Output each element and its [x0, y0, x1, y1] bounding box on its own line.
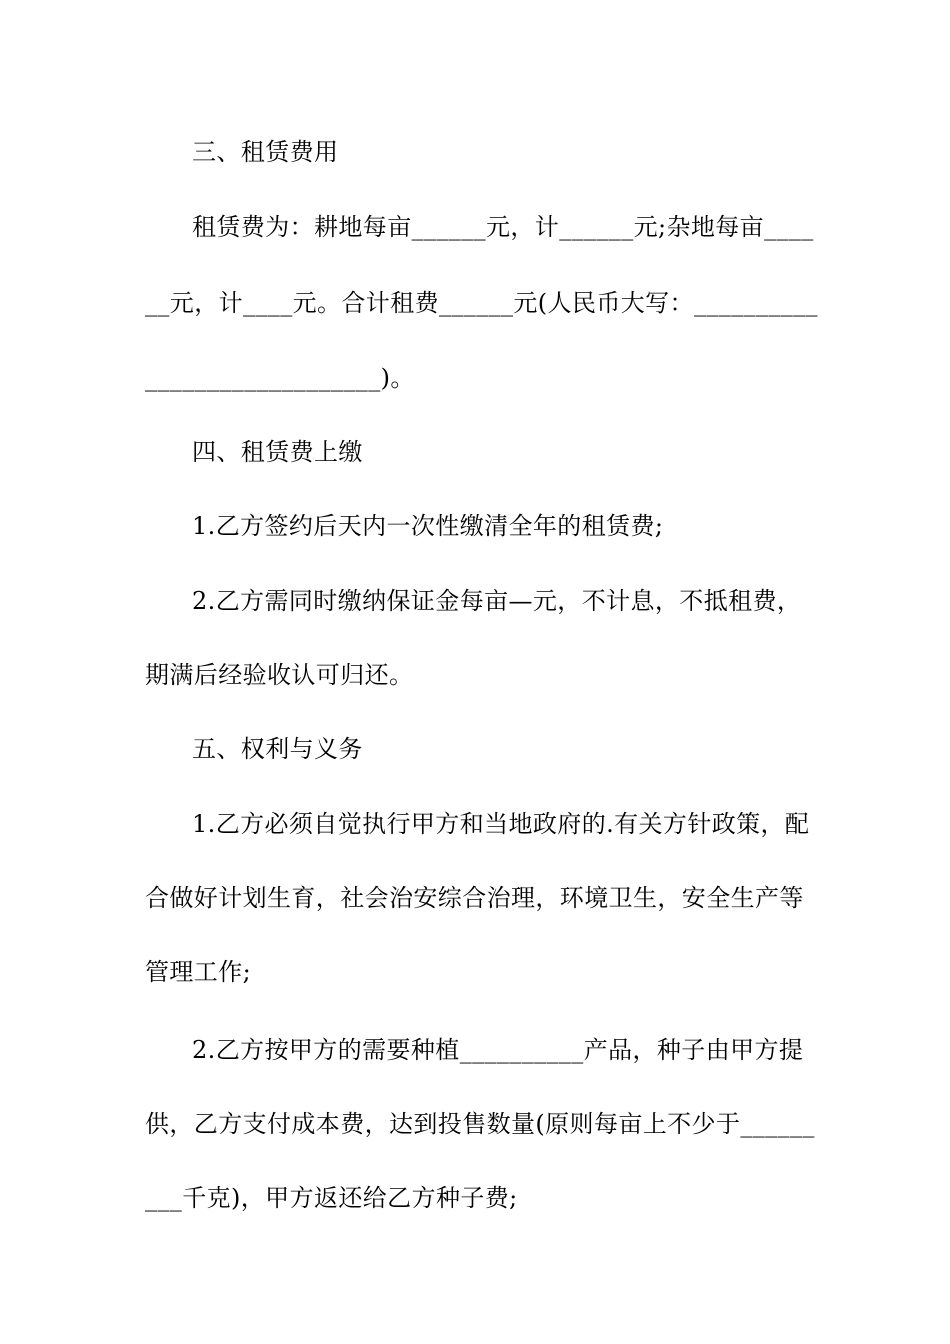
paragraph-line: ___千克)，甲方返还给乙方种子费;: [145, 1184, 518, 1212]
paragraph-line: __元，计____元。合计租费______元(人民币大写：__________: [145, 289, 818, 317]
section-heading-fee-payment: 四、租赁费上缴: [192, 438, 363, 466]
paragraph-line: 管理工作;: [145, 958, 252, 986]
paragraph-line: ___________________)。: [145, 364, 415, 392]
paragraph-line: 租赁费为：耕地每亩______元，计______元;杂地每亩____: [192, 213, 814, 241]
section-heading-rental-fee: 三、租赁费用: [192, 138, 339, 166]
section-heading-rights-obligations: 五、权利与义务: [192, 735, 363, 763]
paragraph-line: 2.乙方需同时缴纳保证金每亩—元，不计息，不抵租费，: [192, 587, 802, 615]
paragraph-line: 1.乙方签约后天内一次性缴清全年的租赁费;: [192, 512, 664, 540]
paragraph-line: 合做好计划生育，社会治安综合治理，环境卫生，安全生产等: [145, 884, 804, 912]
paragraph-line: 供，乙方支付成本费，达到投售数量(原则每亩上不少于______: [145, 1110, 815, 1138]
paragraph-line: 1.乙方必须自觉执行甲方和当地政府的.有关方针政策，配: [192, 810, 810, 838]
paragraph-line: 2.乙方按甲方的需要种植__________产品，种子由甲方提: [192, 1036, 804, 1064]
paragraph-line: 期满后经验收认可归还。: [145, 661, 414, 689]
